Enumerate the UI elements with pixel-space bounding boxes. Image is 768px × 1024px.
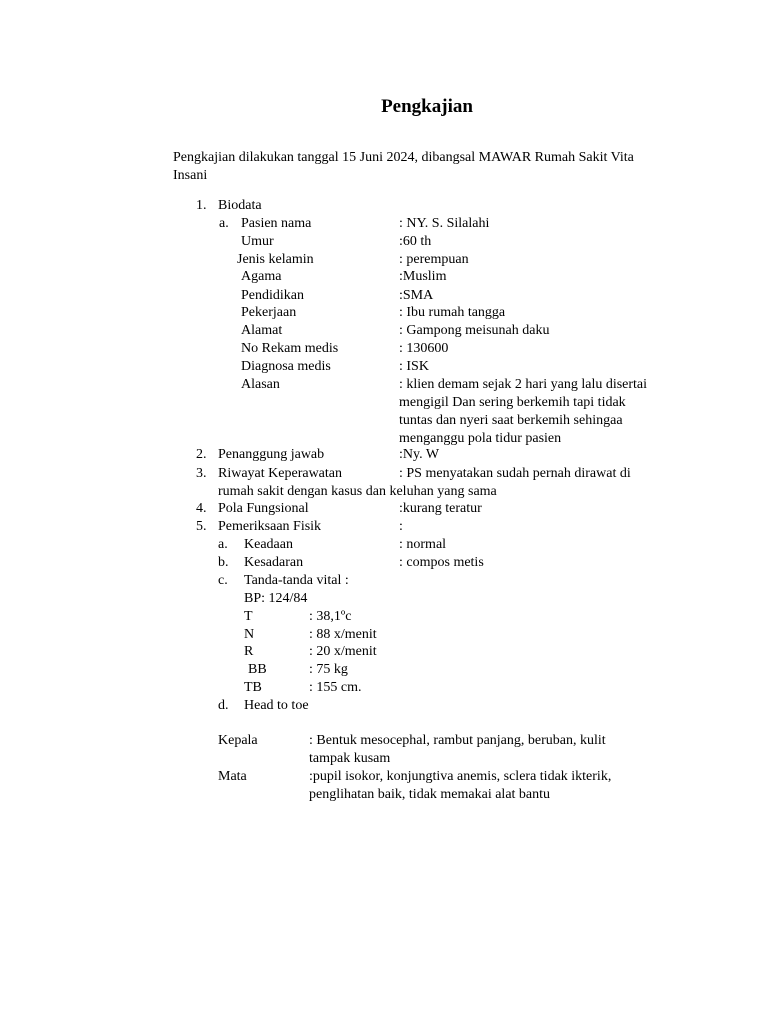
- biodata-value: :60 th: [399, 234, 432, 249]
- list-marker: c.: [218, 573, 228, 588]
- section-biodata-label: Biodata: [218, 198, 262, 213]
- section-penanggung-value: :Ny. W: [399, 447, 440, 462]
- section-pola-label: Pola Fungsional: [218, 501, 309, 516]
- biodata-value: :Muslim: [399, 269, 447, 284]
- keadaan-value: : normal: [399, 537, 447, 552]
- keadaan-label: Keadaan: [244, 537, 293, 552]
- section-number: 4.: [196, 501, 207, 516]
- biodata-value: :SMA: [399, 288, 434, 303]
- head-to-toe-label: Head to toe: [244, 698, 309, 713]
- ttv-row-value: : 88 x/menit: [309, 627, 377, 642]
- section-riwayat-value: : PS menyatakan sudah pernah dirawat di: [399, 466, 631, 481]
- biodata-label: Pasien nama: [241, 216, 312, 231]
- kesadaran-value: : compos metis: [399, 555, 484, 570]
- kepala-label: Kepala: [218, 733, 258, 748]
- mata-value-line-1: :pupil isokor, konjungtiva anemis, sclera tidak ikterik,: [309, 769, 612, 784]
- section-penanggung-label: Penanggung jawab: [218, 447, 325, 462]
- ttv-row-label: T: [244, 609, 253, 624]
- list-marker: a.: [218, 537, 228, 552]
- alasan-continuation: tuntas dan nyeri saat berkemih sehingaa: [399, 413, 623, 428]
- biodata-value: : NY. S. Silalahi: [399, 216, 490, 231]
- ttv-row-label: N: [244, 627, 255, 642]
- mata-value-line-2: penglihatan baik, tidak memakai alat bantu: [309, 787, 551, 802]
- section-number: 5.: [196, 519, 207, 534]
- ttv-row-value: : 155 cm.: [309, 680, 362, 695]
- ttv-row-value: : 75 kg: [309, 662, 348, 677]
- biodata-value: : ISK: [399, 359, 429, 374]
- intro-line-1: Pengkajian dilakukan tanggal 15 Juni 2024, dibangsal MAWAR Rumah Sakit Vita: [173, 150, 634, 165]
- ttv-bp: BP: 124/84: [244, 591, 308, 606]
- biodata-value: : klien demam sejak 2 hari yang lalu disertai: [399, 377, 648, 392]
- kepala-value-line-1: : Bentuk mesocephal, rambut panjang, beruban, kulit: [309, 733, 606, 748]
- mata-label: Mata: [218, 769, 247, 784]
- biodata-label: Jenis kelamin: [237, 252, 314, 267]
- biodata-label: No Rekam medis: [241, 341, 339, 356]
- section-fisik-value: :: [399, 519, 403, 534]
- kepala-value-line-2: tampak kusam: [309, 751, 391, 766]
- biodata-value: : Gampong meisunah daku: [399, 323, 550, 338]
- section-number: 1.: [196, 198, 207, 213]
- section-riwayat-label: Riwayat Keperawatan: [218, 466, 342, 481]
- intro-line-2: Insani: [173, 168, 208, 183]
- biodata-label: Alamat: [241, 323, 283, 338]
- list-marker: b.: [218, 555, 229, 570]
- ttv-row-value: : 38,1ºc: [309, 609, 352, 624]
- biodata-label: Alasan: [241, 377, 280, 392]
- section-number: 2.: [196, 447, 207, 462]
- section-number: 3.: [196, 466, 207, 481]
- biodata-label: Pekerjaan: [241, 305, 297, 320]
- biodata-label: Diagnosa medis: [241, 359, 331, 374]
- biodata-value: : Ibu rumah tangga: [399, 305, 506, 320]
- biodata-label: Umur: [241, 234, 274, 249]
- ttv-row-label: R: [244, 644, 254, 659]
- alasan-continuation: mengigil Dan sering berkemih tapi tidak: [399, 395, 626, 410]
- biodata-label: Agama: [241, 269, 282, 284]
- page-title: Pengkajian: [381, 96, 473, 117]
- section-fisik-label: Pemeriksaan Fisik: [218, 519, 322, 534]
- ttv-row-label: TB: [244, 680, 262, 695]
- ttv-label: Tanda-tanda vital :: [244, 573, 349, 588]
- section-riwayat-continuation: rumah sakit dengan kasus dan keluhan yang sama: [218, 484, 497, 499]
- biodata-label: Pendidikan: [241, 288, 304, 303]
- biodata-value: : 130600: [399, 341, 449, 356]
- list-marker: d.: [218, 698, 229, 713]
- section-pola-value: :kurang teratur: [399, 501, 482, 516]
- ttv-row-value: : 20 x/menit: [309, 644, 377, 659]
- alasan-continuation: menganggu pola tidur pasien: [399, 431, 562, 446]
- biodata-value: : perempuan: [399, 252, 469, 267]
- kesadaran-label: Kesadaran: [244, 555, 304, 570]
- list-marker: a.: [219, 216, 229, 231]
- ttv-row-label: BB: [248, 662, 267, 677]
